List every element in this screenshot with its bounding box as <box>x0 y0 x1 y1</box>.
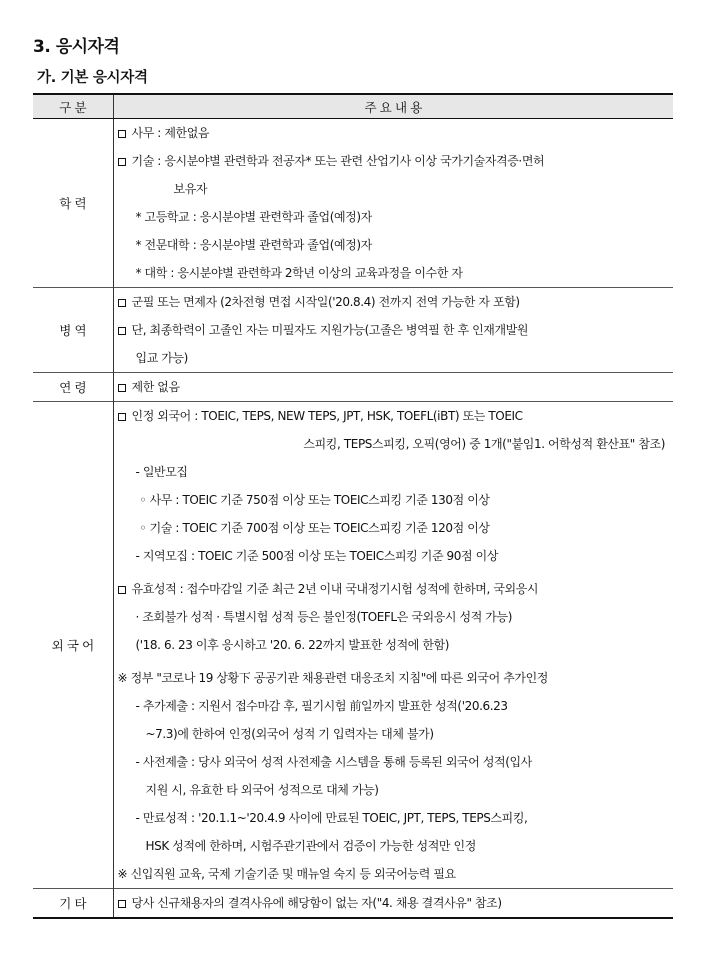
list-item-continuation: ('18. 6. 23 이후 응시하고 '20. 6. 22까지 발표한 성적에 한함) <box>135 638 450 652</box>
row-category-age: 연 령 <box>33 373 113 402</box>
subsection-heading: 가. 기본 응시자격 <box>37 70 148 86</box>
list-item: 제한 없음 <box>118 373 674 401</box>
square-bullet-icon <box>118 384 126 392</box>
list-item: - 일반모집 <box>135 465 188 479</box>
note-item: ※ 정부 "코로나 19 상황下 공공기관 채용관련 대응조치 지침"에 따른 외국어 추가인정 <box>117 671 548 685</box>
header-content: 주 요 내 용 <box>113 94 673 119</box>
square-bullet-icon <box>118 586 126 594</box>
list-item: 유효성적 : 접수마감일 기준 최근 2년 이내 국내정기시험 성적에 한하며, 국외응시 <box>118 575 674 603</box>
eligibility-table <box>33 93 673 919</box>
table-row-education <box>33 119 673 288</box>
list-item: 사무 : 제한없음 <box>118 119 674 147</box>
section-heading: 3. 응시자격 <box>33 37 120 57</box>
row-category-language: 외 국 어 <box>33 402 113 889</box>
list-item: 인정 외국어 : TOEIC, TEPS, NEW TEPS, JPT, HSK, TOEFL(iBT) 또는 TOEIC <box>118 402 674 430</box>
square-bullet-icon <box>118 299 126 307</box>
list-item: ◦ 사무 : TOEIC 기준 750점 이상 또는 TOEIC스피킹 기준 130점 이상 <box>139 493 490 507</box>
list-item-continuation: 입교 가능) <box>135 351 188 365</box>
square-bullet-icon <box>118 158 126 166</box>
list-item: * 전문대학 : 응시분야별 관련학과 졸업(예정)자 <box>135 238 372 252</box>
table-row-other <box>33 889 673 919</box>
square-bullet-icon <box>118 327 126 335</box>
table-row-military <box>33 288 673 373</box>
row-content-age <box>113 373 673 402</box>
header-category: 구 분 <box>33 94 113 119</box>
list-item-continuation: ~7.3)에 한하여 인정(외국어 성적 기 입력자는 대체 불가) <box>145 727 434 741</box>
list-item-continuation: 보유자 <box>173 182 208 196</box>
square-bullet-icon <box>118 130 126 138</box>
list-item: ◦ 기술 : TOEIC 기준 700점 이상 또는 TOEIC스피킹 기준 120점 이상 <box>139 521 490 535</box>
list-item: * 대학 : 응시분야별 관련학과 2학년 이상의 교육과정을 이수한 자 <box>135 266 463 280</box>
table-row-age <box>33 373 673 402</box>
list-item-continuation: · 조회불가 성적 · 특별시험 성적 등은 불인정(TOEFL은 국외응시 성적 가능) <box>135 610 512 624</box>
row-content-military <box>113 288 673 373</box>
list-item: 군필 또는 면제자 (2차전형 면접 시작일('20.8.4) 전까지 전역 가능한 자 포함) <box>118 288 674 316</box>
list-item: 단, 최종학력이 고졸인 자는 미필자도 지원가능(고졸은 병역필 한 후 인재개발원 <box>118 316 674 344</box>
row-category-military: 병 역 <box>33 288 113 373</box>
list-item: * 고등학교 : 응시분야별 관련학과 졸업(예정)자 <box>135 210 372 224</box>
row-category-other: 기 타 <box>33 889 113 919</box>
list-item: - 만료성적 : '20.1.1~'20.4.9 사이에 만료된 TOEIC, JPT, TEPS, TEPS스피킹, <box>135 811 528 825</box>
row-category-education: 학 력 <box>33 119 113 288</box>
row-content-language <box>113 402 673 889</box>
table-header-row <box>33 94 673 119</box>
table-row-language <box>33 402 673 889</box>
square-bullet-icon <box>118 413 126 421</box>
list-item: 당사 신규채용자의 결격사유에 해당함이 없는 자("4. 채용 결격사유" 참조) <box>118 889 674 917</box>
list-item-continuation: 지원 시, 유효한 타 외국어 성적으로 대체 가능) <box>145 783 379 797</box>
list-item-continuation: HSK 성적에 한하며, 시험주관기관에서 검증이 가능한 성적만 인정 <box>145 839 476 853</box>
row-content-education <box>113 119 673 288</box>
list-item: 기술 : 응시분야별 관련학과 전공자* 또는 관련 산업기사 이상 국가기술자격증·면허 <box>118 147 674 175</box>
list-item-continuation: 스피킹, TEPS스피킹, 오픽(영어) 중 1개("붙임1. 어학성적 환산표" 참조) <box>303 437 665 451</box>
square-bullet-icon <box>118 900 126 908</box>
note-item: ※ 신입직원 교육, 국제 기술기준 및 매뉴얼 숙지 등 외국어능력 필요 <box>117 867 456 881</box>
row-content-other <box>113 889 673 919</box>
list-item: - 사전제출 : 당사 외국어 성적 사전제출 시스템을 통해 등록된 외국어 성적(입사 <box>135 755 532 769</box>
list-item: - 추가제출 : 지원서 접수마감 후, 필기시험 前일까지 발표한 성적('20.6.23 <box>135 699 508 713</box>
list-item: - 지역모집 : TOEIC 기준 500점 이상 또는 TOEIC스피킹 기준 90점 이상 <box>135 549 499 563</box>
